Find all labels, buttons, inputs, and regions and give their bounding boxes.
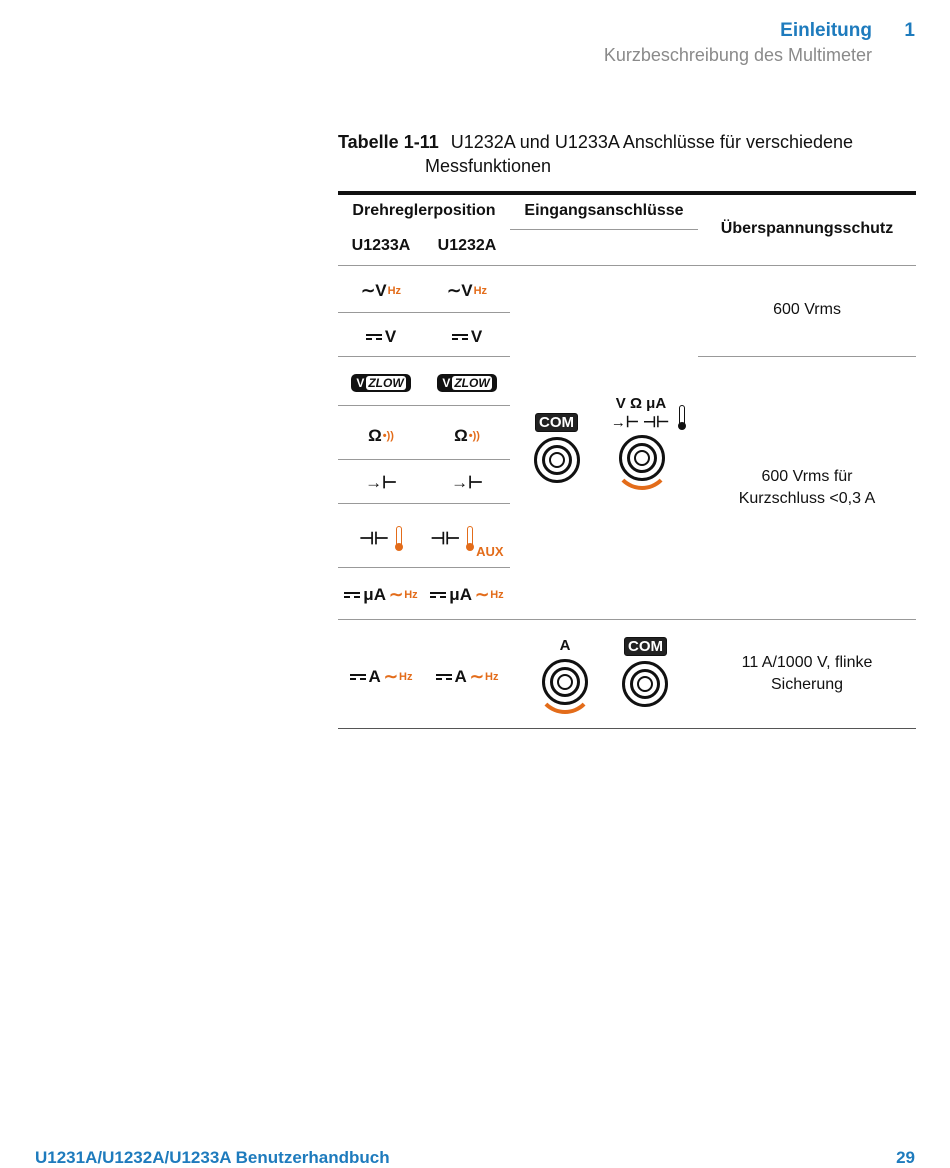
vohm-sub-label: →⊢ ⊣⊢ bbox=[610, 414, 670, 431]
table-top-rule bbox=[338, 191, 916, 195]
microamp-symbol: μA bbox=[449, 585, 472, 604]
terminal-table bbox=[338, 191, 916, 731]
dc-icon bbox=[430, 592, 446, 598]
hline-header-mid bbox=[510, 229, 698, 230]
caption-text-line2: Messfunktionen bbox=[425, 156, 552, 176]
footer-page-number: 29 bbox=[896, 1148, 915, 1167]
com-terminal-jack bbox=[622, 661, 668, 707]
header-u1233a: U1233A bbox=[351, 237, 411, 254]
ohm-symbol: Ω bbox=[454, 426, 468, 445]
hz-label: Hz bbox=[490, 589, 504, 601]
capacitor-icon: ⊣⊢ bbox=[430, 529, 461, 548]
protection-11a bbox=[698, 652, 916, 696]
hline-row2 bbox=[338, 356, 510, 357]
thermometer-icon bbox=[466, 526, 474, 552]
sym-ua-u1233a bbox=[338, 575, 424, 615]
volt-symbol: V bbox=[375, 281, 387, 300]
caption-label: Tabelle 1-11 bbox=[338, 132, 439, 152]
amp-symbol: A bbox=[368, 667, 381, 686]
ac-wave-icon: ∼ bbox=[469, 667, 485, 686]
sym-diode-u1233a bbox=[338, 463, 424, 503]
com-badge: COM bbox=[624, 637, 667, 656]
protection-600vrms: 600 Vrms bbox=[773, 301, 841, 318]
sym-dcv-u1233a bbox=[338, 317, 424, 357]
volt-symbol: V bbox=[384, 327, 397, 346]
volt-symbol: V bbox=[461, 281, 473, 300]
thermometer-icon bbox=[395, 526, 403, 552]
dc-icon bbox=[366, 334, 382, 340]
amp-symbol: A bbox=[454, 667, 467, 686]
microamp-symbol: μA bbox=[363, 585, 386, 604]
vzlow-icon: V ZLOW bbox=[351, 374, 410, 392]
header-chapter-title: Einleitung bbox=[780, 20, 872, 41]
volt-symbol: V bbox=[470, 327, 483, 346]
capacitor-icon: ⊣⊢ bbox=[359, 529, 389, 548]
diode-icon: →⊢ bbox=[451, 473, 483, 492]
protection-line1: 600 Vrms für bbox=[761, 468, 853, 485]
ohm-symbol: Ω bbox=[368, 426, 382, 445]
header-overvoltage: Überspannungsschutz bbox=[720, 220, 894, 237]
header-u1232a: U1232A bbox=[437, 237, 497, 254]
aux-label: AUX bbox=[476, 544, 504, 559]
sym-ohm-u1233a bbox=[338, 416, 424, 456]
hline-row6 bbox=[338, 567, 510, 568]
hline-row3 bbox=[338, 405, 510, 406]
ac-wave-icon: ∼ bbox=[446, 281, 462, 300]
caption-text: U1232A und U1233A Anschlüsse für verschiedene bbox=[450, 132, 854, 152]
hz-label: Hz bbox=[387, 285, 402, 297]
protection-600vrms-short bbox=[698, 466, 916, 510]
sym-dcv-u1232a bbox=[424, 317, 510, 357]
vzlow-icon: V ZLOW bbox=[437, 374, 496, 392]
hz-label: Hz bbox=[485, 671, 499, 683]
sym-cap-temp-u1233a bbox=[338, 519, 424, 559]
protection-line1: 11 A/1000 V, flinke bbox=[741, 654, 873, 671]
protection-line2: Sicherung bbox=[770, 676, 844, 693]
hline-row4 bbox=[338, 459, 510, 460]
protection-line2: Kurzschluss <0,3 A bbox=[738, 490, 876, 507]
hz-label: Hz bbox=[404, 589, 418, 601]
ac-wave-icon: ∼ bbox=[360, 281, 376, 300]
table-caption bbox=[338, 130, 898, 178]
hline-row1 bbox=[338, 312, 510, 313]
hz-label: Hz bbox=[473, 285, 488, 297]
sym-a-u1233a bbox=[338, 657, 424, 697]
ac-wave-icon: ∼ bbox=[383, 667, 399, 686]
dc-icon bbox=[350, 674, 366, 680]
hline-header-bottom bbox=[338, 265, 916, 266]
sym-acv-hz-u1232a bbox=[424, 271, 510, 311]
ac-wave-icon: ∼ bbox=[474, 585, 490, 604]
com-terminal-jack bbox=[534, 437, 580, 483]
dc-icon bbox=[436, 674, 452, 680]
header-input-terminals: Eingangsanschlüsse bbox=[524, 202, 684, 219]
sym-vzlow-u1232a bbox=[424, 363, 510, 403]
ac-wave-icon: ∼ bbox=[388, 585, 404, 604]
sym-ua-u1232a bbox=[424, 575, 510, 615]
sym-ohm-u1232a bbox=[424, 416, 510, 456]
thermometer-icon bbox=[678, 405, 686, 431]
sym-vzlow-u1233a bbox=[338, 363, 424, 403]
hz-label: Hz bbox=[399, 671, 413, 683]
dc-icon bbox=[344, 592, 360, 598]
dc-icon bbox=[452, 334, 468, 340]
sym-a-u1232a bbox=[424, 657, 510, 697]
header-chapter-number: 1 bbox=[904, 20, 915, 41]
sym-cap-temp-u1232a bbox=[424, 519, 510, 559]
header-dial-position: Drehreglerposition bbox=[352, 202, 496, 219]
active-terminal-arc bbox=[536, 656, 594, 714]
com-badge: COM bbox=[535, 413, 578, 432]
active-terminal-arc bbox=[613, 432, 671, 490]
sym-diode-u1232a bbox=[424, 463, 510, 503]
hline-group2 bbox=[338, 619, 916, 620]
vohm-label: V Ω μA bbox=[615, 395, 667, 412]
a-label: A bbox=[559, 637, 571, 654]
footer-manual-title: U1231A/U1232A/U1233A Benutzerhandbuch bbox=[35, 1148, 390, 1167]
hline-protection-1 bbox=[698, 356, 916, 357]
table-bottom-rule bbox=[338, 728, 916, 729]
diode-icon: →⊢ bbox=[365, 473, 397, 492]
header-section-title: Kurzbeschreibung des Multimeter bbox=[603, 45, 872, 65]
continuity-icon: •)) bbox=[382, 430, 394, 442]
sym-acv-hz-u1233a bbox=[338, 271, 424, 311]
hline-row5 bbox=[338, 503, 510, 504]
continuity-icon: •)) bbox=[468, 430, 480, 442]
